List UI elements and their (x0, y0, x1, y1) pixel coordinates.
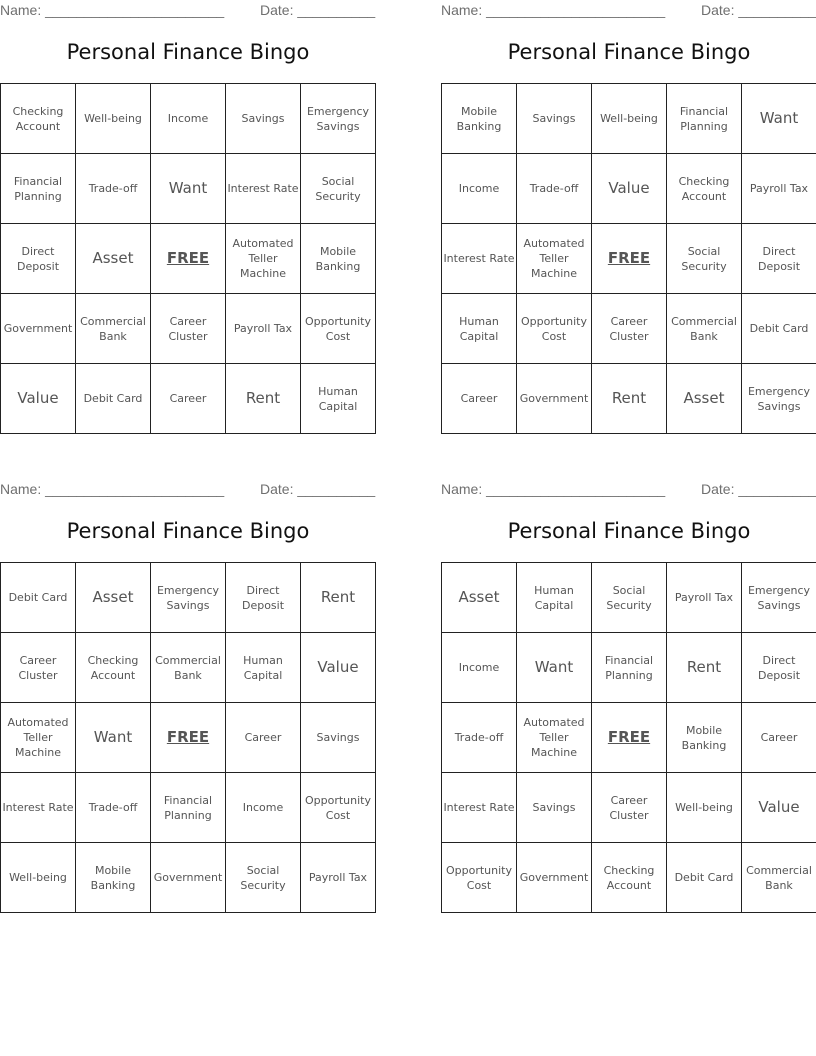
bingo-grid (441, 83, 816, 434)
bingo-cell: Asset (76, 224, 151, 294)
bingo-row (1, 843, 376, 913)
bingo-grid (0, 83, 376, 434)
bingo-cell: Checking Account (76, 633, 151, 703)
date-field-label: Date: __________ (260, 2, 376, 18)
name-field-label: Name: _______________________ (441, 481, 666, 497)
bingo-cell: Rent (301, 563, 376, 633)
bingo-cell: Mobile Banking (442, 84, 517, 154)
bingo-cell: Career (226, 703, 301, 773)
bingo-cell: Social Security (226, 843, 301, 913)
bingo-cell: Social Security (301, 154, 376, 224)
bingo-cell: Checking Account (667, 154, 742, 224)
bingo-cell: Commercial Bank (151, 633, 226, 703)
bingo-cell: Want (517, 633, 592, 703)
bingo-cell: Career Cluster (151, 294, 226, 364)
bingo-cell: Asset (667, 364, 742, 434)
bingo-cell: Direct Deposit (1, 224, 76, 294)
bingo-row (1, 224, 376, 294)
bingo-cell: Want (76, 703, 151, 773)
bingo-cell: Debit Card (76, 364, 151, 434)
bingo-cell: Opportunity Cost (517, 294, 592, 364)
date-field-label: Date: __________ (260, 481, 376, 497)
bingo-cell: Government (1, 294, 76, 364)
bingo-row (1, 294, 376, 364)
bingo-cell: Well-being (667, 773, 742, 843)
bingo-cell: Rent (226, 364, 301, 434)
bingo-cell: Value (1, 364, 76, 434)
bingo-cell: Want (742, 84, 816, 154)
bingo-cell: Trade-off (76, 773, 151, 843)
bingo-cell: Mobile Banking (301, 224, 376, 294)
bingo-cell: Interest Rate (442, 224, 517, 294)
bingo-cell: Trade-off (442, 703, 517, 773)
bingo-cell: Government (517, 843, 592, 913)
bingo-row (1, 84, 376, 154)
bingo-cell: Savings (517, 84, 592, 154)
bingo-cell: Asset (76, 563, 151, 633)
name-date-line (441, 481, 816, 499)
bingo-cell: Income (442, 154, 517, 224)
bingo-cell: Interest Rate (226, 154, 301, 224)
bingo-cell: Human Capital (226, 633, 301, 703)
bingo-cell: Commercial Bank (742, 843, 816, 913)
bingo-cell: Emergency Savings (151, 563, 226, 633)
bingo-cell: Mobile Banking (76, 843, 151, 913)
bingo-row (442, 364, 816, 434)
bingo-cell: Automated Teller Machine (226, 224, 301, 294)
bingo-cell: Opportunity Cost (301, 773, 376, 843)
bingo-cell: Career (151, 364, 226, 434)
bingo-cell: Emergency Savings (742, 563, 816, 633)
bingo-cell: Career Cluster (592, 294, 667, 364)
bingo-cell: Commercial Bank (76, 294, 151, 364)
bingo-cell: Value (742, 773, 816, 843)
card-title: Personal Finance Bingo (66, 40, 310, 64)
bingo-cell: Social Security (592, 563, 667, 633)
free-space-cell: FREE (151, 224, 226, 294)
card-title: Personal Finance Bingo (507, 40, 751, 64)
bingo-cell: Career Cluster (1, 633, 76, 703)
bingo-cell: Financial Planning (592, 633, 667, 703)
bingo-cell: Automated Teller Machine (517, 703, 592, 773)
bingo-cell: Financial Planning (667, 84, 742, 154)
bingo-cell: Mobile Banking (667, 703, 742, 773)
bingo-cell: Government (151, 843, 226, 913)
bingo-cell: Income (151, 84, 226, 154)
card-title: Personal Finance Bingo (66, 519, 310, 543)
bingo-row (1, 154, 376, 224)
name-date-line (0, 481, 376, 499)
free-space-cell: FREE (592, 224, 667, 294)
bingo-row (1, 364, 376, 434)
bingo-cell: Savings (517, 773, 592, 843)
bingo-row (442, 294, 816, 364)
bingo-row (1, 563, 376, 633)
bingo-cell: Checking Account (592, 843, 667, 913)
bingo-cell: Direct Deposit (742, 633, 816, 703)
bingo-cell: Want (151, 154, 226, 224)
name-field-label: Name: _______________________ (441, 2, 666, 18)
bingo-cell: Financial Planning (151, 773, 226, 843)
bingo-cell: Payroll Tax (667, 563, 742, 633)
name-date-line (441, 2, 816, 20)
bingo-cell: Payroll Tax (301, 843, 376, 913)
bingo-cell: Income (226, 773, 301, 843)
bingo-cell: Rent (592, 364, 667, 434)
name-date-line (0, 2, 376, 20)
bingo-cell: Debit Card (1, 563, 76, 633)
bingo-cell: Well-being (592, 84, 667, 154)
bingo-cell: Human Capital (301, 364, 376, 434)
bingo-cell: Human Capital (517, 563, 592, 633)
bingo-grid (0, 562, 376, 913)
bingo-cell: Rent (667, 633, 742, 703)
free-space-cell: FREE (592, 703, 667, 773)
bingo-cell: Interest Rate (442, 773, 517, 843)
name-field-label: Name: _______________________ (0, 2, 225, 18)
bingo-cell: Commercial Bank (667, 294, 742, 364)
bingo-cell: Trade-off (517, 154, 592, 224)
name-field-label: Name: _______________________ (0, 481, 225, 497)
bingo-row (442, 563, 816, 633)
bingo-row (1, 703, 376, 773)
bingo-cell: Opportunity Cost (442, 843, 517, 913)
bingo-cell: Direct Deposit (226, 563, 301, 633)
bingo-cell: Career (742, 703, 816, 773)
bingo-cell: Well-being (76, 84, 151, 154)
card-title: Personal Finance Bingo (507, 519, 751, 543)
bingo-row (442, 154, 816, 224)
bingo-cell: Value (592, 154, 667, 224)
bingo-cell: Automated Teller Machine (517, 224, 592, 294)
bingo-cell: Human Capital (442, 294, 517, 364)
bingo-row (442, 843, 816, 913)
bingo-cell: Trade-off (76, 154, 151, 224)
bingo-row (442, 84, 816, 154)
date-field-label: Date: __________ (701, 2, 816, 18)
bingo-cell: Career (442, 364, 517, 434)
bingo-cell: Debit Card (667, 843, 742, 913)
bingo-cell: Opportunity Cost (301, 294, 376, 364)
bingo-row (1, 633, 376, 703)
bingo-cell: Government (517, 364, 592, 434)
bingo-row (442, 224, 816, 294)
bingo-cell: Payroll Tax (226, 294, 301, 364)
bingo-cell: Savings (226, 84, 301, 154)
bingo-cell: Social Security (667, 224, 742, 294)
bingo-cell: Emergency Savings (301, 84, 376, 154)
bingo-cell: Automated Teller Machine (1, 703, 76, 773)
bingo-row (442, 703, 816, 773)
bingo-cell: Savings (301, 703, 376, 773)
bingo-cell: Career Cluster (592, 773, 667, 843)
bingo-cell: Financial Planning (1, 154, 76, 224)
date-field-label: Date: __________ (701, 481, 816, 497)
bingo-cell: Well-being (1, 843, 76, 913)
bingo-cell: Debit Card (742, 294, 816, 364)
bingo-grid (441, 562, 816, 913)
bingo-cell: Emergency Savings (742, 364, 816, 434)
bingo-cell: Payroll Tax (742, 154, 816, 224)
bingo-cell: Value (301, 633, 376, 703)
bingo-row (442, 773, 816, 843)
bingo-cell: Direct Deposit (742, 224, 816, 294)
bingo-cell: Checking Account (1, 84, 76, 154)
bingo-cell: Interest Rate (1, 773, 76, 843)
bingo-row (1, 773, 376, 843)
free-space-cell: FREE (151, 703, 226, 773)
bingo-row (442, 633, 816, 703)
bingo-cell: Income (442, 633, 517, 703)
bingo-cell: Asset (442, 563, 517, 633)
